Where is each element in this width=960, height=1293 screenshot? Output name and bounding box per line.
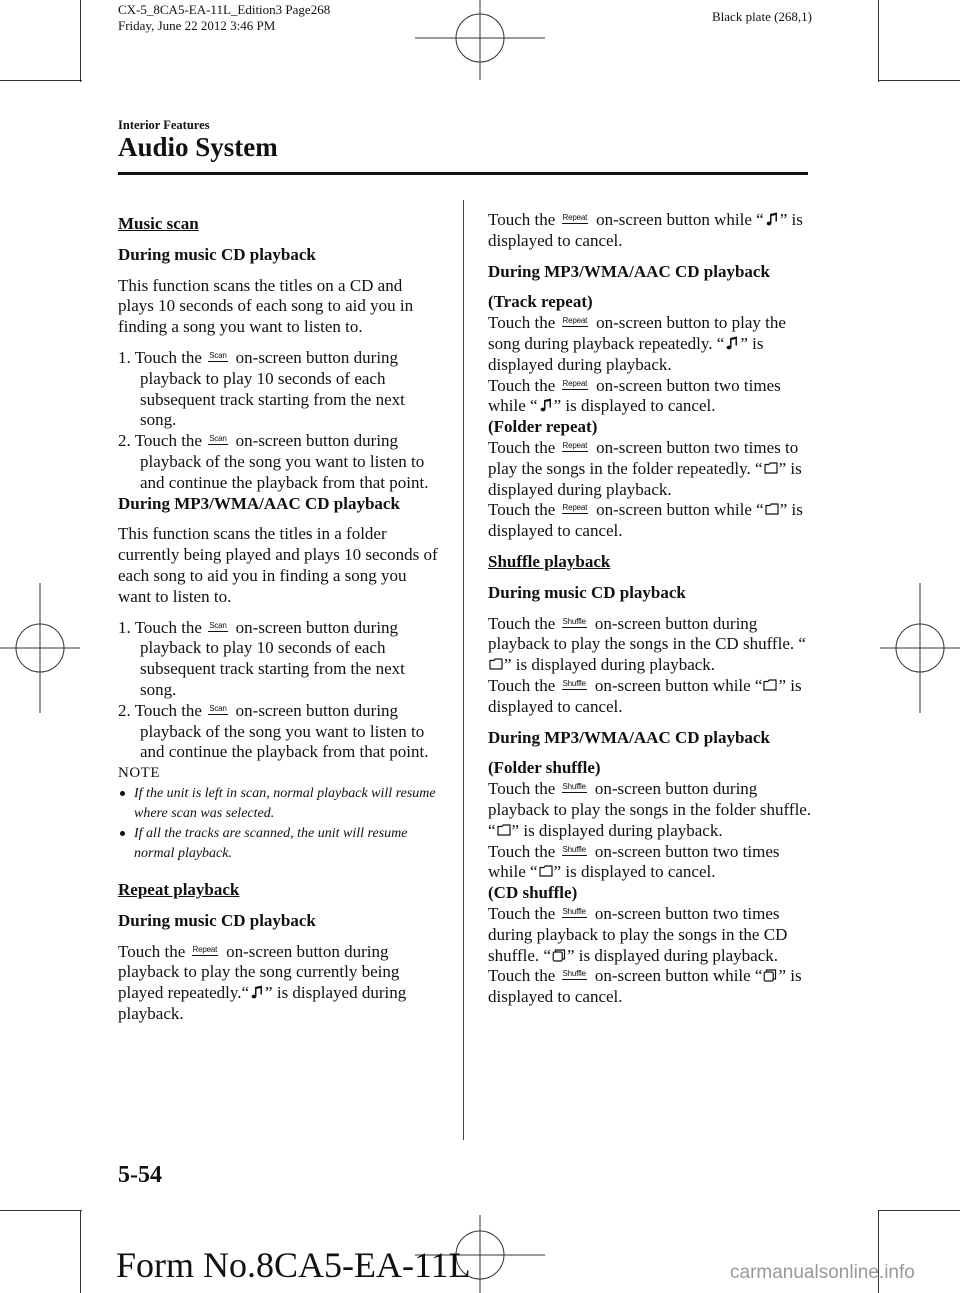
folder-shuffle-label: (Folder shuffle) <box>488 758 601 778</box>
scan-button-icon: Scan <box>209 434 227 444</box>
repeat-cancel-text: Touch the Repeat on-screen button while “ ” is displayed to cancel. <box>488 210 803 250</box>
shuffle-cd-off-text: Touch the Shuffle on-screen button while “ ” is displayed to cancel. <box>488 675 802 716</box>
left-column <box>118 210 440 1035</box>
scan-button-icon: Scan <box>209 350 227 360</box>
page-title: Audio System <box>118 132 278 162</box>
folder-icon <box>497 823 511 837</box>
section-label: Interior Features <box>118 118 210 132</box>
crop-mark <box>878 0 879 82</box>
music-note-icon <box>250 985 264 999</box>
repeat-cd-heading: During music CD playback <box>118 910 316 930</box>
track-repeat-off-text: Touch the Repeat on-screen button two times while “ ” is displayed to cancel. <box>488 375 781 416</box>
right-column <box>488 210 813 1008</box>
cd-playback-heading: During music CD playback <box>118 244 316 264</box>
shuffle-cd-heading: During music CD playback <box>488 582 686 602</box>
cd-scan-step-1: 1. Touch the Scan on-screen button during playback to play 10 seconds of each subsequent track starting from the next song. <box>118 347 405 430</box>
scan-button-icon: Scan <box>209 620 227 630</box>
music-note-icon <box>765 212 779 226</box>
folder-icon <box>489 657 503 671</box>
mp3-playback-heading: During MP3/WMA/AAC CD playback <box>118 493 400 513</box>
repeat-mp3-heading: During MP3/WMA/AAC CD playback <box>488 261 770 281</box>
form-number: Form No.8CA5-EA-11L <box>116 1245 471 1285</box>
shuffle-playback-heading: Shuffle playback <box>488 551 611 571</box>
disc-stack-icon <box>763 968 777 982</box>
watermark: carmanualsonline.info <box>730 1262 915 1283</box>
cd-shuffle-off-text: Touch the Shuffle on-screen button while “ ” is displayed to cancel. <box>488 966 802 1007</box>
folder-repeat-label: (Folder repeat) <box>488 417 598 437</box>
repeat-button-icon: Repeat <box>562 316 588 326</box>
folder-shuffle-off-text: Touch the Shuffle on-screen button two times while “ ” is displayed to cancel. <box>488 841 780 882</box>
mp3-scan-step-1: 1. Touch the Scan on-screen button during playback to play 10 seconds of each subsequent track starting from the next song. <box>118 617 405 699</box>
cd-scan-intro: This function scans the titles on a CD and plays 10 seconds of each song to aid you in finding a song you want to listen to. <box>118 275 414 337</box>
page-number: 5-54 <box>118 1162 162 1188</box>
crop-mark <box>80 1210 81 1293</box>
crop-mark <box>878 80 960 81</box>
bullet-icon <box>120 791 125 796</box>
shuffle-button-icon: Shuffle <box>562 969 586 979</box>
note-item: If all the tracks are scanned, the unit will resume normal playback. <box>118 824 440 864</box>
music-note-icon <box>539 398 553 412</box>
cd-scan-step-2: 2. Touch the Scan on-screen button during playback of the song you want to listen to and continue the playback from that point. <box>118 431 429 492</box>
cd-shuffle-on-text: Touch the Shuffle on-screen button two times during playback to play the songs in the CD shuffle. “ ” is displayed during playback. <box>488 903 788 965</box>
disc-stack-icon <box>552 948 566 962</box>
track-repeat-on-text: Touch the Repeat on-screen button to play the song during playback repeatedly. “ ” is displayed during playback. <box>488 313 786 374</box>
music-note-icon <box>725 336 739 350</box>
folder-icon <box>539 864 553 878</box>
folder-icon <box>763 678 777 692</box>
column-divider <box>463 200 464 1140</box>
repeat-button-icon: Repeat <box>562 503 588 513</box>
repeat-button-icon: Repeat <box>562 440 588 450</box>
shuffle-button-icon: Shuffle <box>562 844 586 854</box>
crop-mark <box>878 1210 960 1211</box>
music-scan-heading: Music scan <box>118 214 199 233</box>
cd-shuffle-label: (CD shuffle) <box>488 883 578 903</box>
print-slug <box>118 2 330 34</box>
shuffle-button-icon: Shuffle <box>562 906 586 916</box>
folder-icon <box>764 461 778 475</box>
mp3-scan-intro: This function scans the titles in a folder currently being played and plays 10 seconds of each song to aid you in finding a song you want to listen to. <box>118 524 438 606</box>
repeat-playback-heading: Repeat playback <box>118 879 240 899</box>
scan-button-icon: Scan <box>209 703 227 713</box>
black-plate-label: Black plate (268,1) <box>712 9 812 24</box>
folder-repeat-off-text: Touch the Repeat on-screen button while “ ” is displayed to cancel. <box>488 500 803 541</box>
shuffle-cd-on-text: Touch the Shuffle on-screen button during playback to play the songs in the CD shuffle. “” is displayed during playback. <box>488 613 806 675</box>
shuffle-mp3-heading: During MP3/WMA/AAC CD playback <box>488 727 770 747</box>
crop-mark <box>80 0 81 82</box>
crop-mark <box>0 1210 82 1211</box>
registration-mark-right <box>880 583 960 713</box>
track-repeat-label: (Track repeat) <box>488 292 593 312</box>
repeat-button-icon: Repeat <box>562 213 588 222</box>
registration-mark-left <box>0 583 80 713</box>
print-slug-line2: Friday, June 22 2012 3:46 PM <box>118 18 276 33</box>
crop-mark <box>0 80 82 81</box>
title-rule <box>118 172 808 175</box>
folder-shuffle-on-text: Touch the Shuffle on-screen button during playback to play the songs in the folder shuffle. “ ” is displayed during playback. <box>488 779 812 840</box>
registration-mark-top <box>415 0 545 80</box>
bullet-icon <box>120 831 125 836</box>
folder-repeat-on-text: Touch the Repeat on-screen button two times to play the songs in the folder repeatedly. “ ” is displayed during playback. <box>488 437 802 499</box>
shuffle-button-icon: Shuffle <box>562 678 586 688</box>
repeat-button-icon: Repeat <box>192 944 218 954</box>
shuffle-button-icon: Shuffle <box>562 616 586 626</box>
note-label: NOTE <box>118 765 160 782</box>
note-item: If the unit is left in scan, normal playback will resume where scan was selected. <box>118 784 440 824</box>
folder-icon <box>765 502 779 516</box>
repeat-button-icon: Repeat <box>562 378 588 388</box>
shuffle-button-icon: Shuffle <box>562 782 586 792</box>
repeat-cd-text: Touch the Repeat on-screen button during playback to play the song currently being played repeatedly.“ ” is displayed during playback. <box>118 941 407 1023</box>
print-slug-line1: CX-5_8CA5-EA-11L_Edition3 Page268 <box>118 2 331 17</box>
mp3-scan-step-2: 2. Touch the Scan on-screen button during playback of the song you want to listen to and continue the playback from that point. <box>118 700 429 762</box>
